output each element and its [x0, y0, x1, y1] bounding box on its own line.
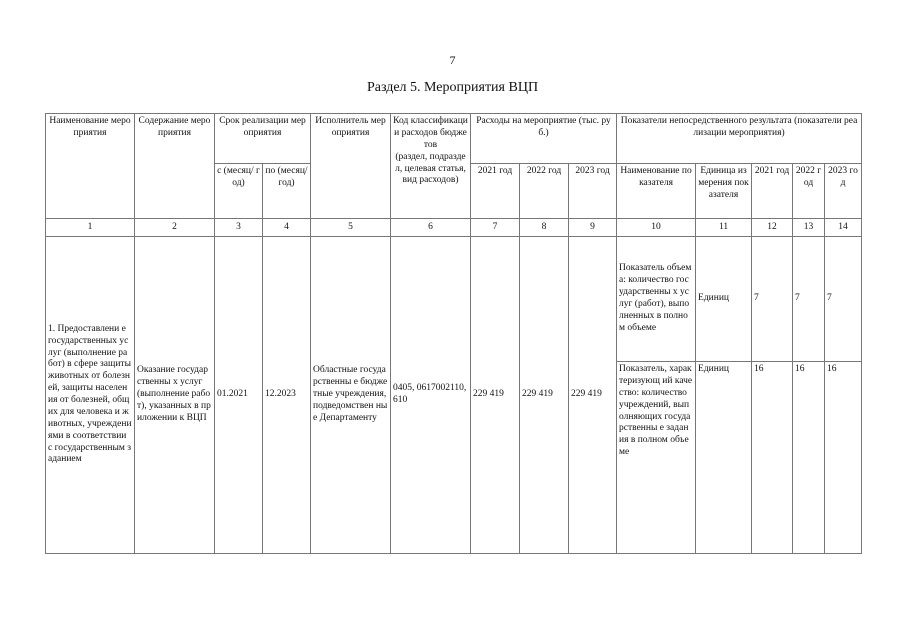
header-executor: Исполнитель мероприятия [311, 114, 391, 219]
header-term: Срок реализации мероприятия [215, 114, 311, 164]
column-number: 2 [135, 219, 215, 237]
column-number: 3 [215, 219, 263, 237]
header-ind-unit: Единица измерения показателя [696, 164, 752, 219]
indicator-2023: 16 [825, 362, 862, 554]
header-content: Содержание мероприятия [135, 114, 215, 219]
event-code: 0405, 0617002110, 610 [391, 237, 471, 554]
column-number: 6 [391, 219, 471, 237]
indicator-2021: 7 [752, 237, 793, 362]
header-ind-2023: 2023 год [825, 164, 862, 219]
header-ind-2022: 2022 год [793, 164, 825, 219]
header-from: с (месяц/ год) [215, 164, 263, 219]
header-indicators: Показатели непосредственного результата (показатели реализации мероприятия) [617, 114, 862, 164]
event-executor: Областные государственны е бюджетные учреждения, подведомствен ные Департаменту [311, 237, 391, 554]
column-number: 13 [793, 219, 825, 237]
table-row [46, 237, 862, 362]
indicator-unit: Единиц [696, 362, 752, 554]
event-from: 01.2021 [215, 237, 263, 554]
header-exp-2022: 2022 год [520, 164, 569, 219]
header-exp-2021: 2021 год [471, 164, 520, 219]
column-number: 5 [311, 219, 391, 237]
indicator-2021: 16 [752, 362, 793, 554]
event-to: 12.2023 [263, 237, 311, 554]
column-number: 1 [46, 219, 135, 237]
column-number: 14 [825, 219, 862, 237]
column-number: 7 [471, 219, 520, 237]
indicator-unit: Единиц [696, 237, 752, 362]
indicator-2022: 16 [793, 362, 825, 554]
event-content: Оказание государственны х услуг (выполнение работ), указанных в приложении к ВЦП [135, 237, 215, 554]
indicator-name: Показатель объема: количество государственны х услуг (работ), выполненных в полном объеме [617, 237, 696, 362]
column-number: 4 [263, 219, 311, 237]
header-code [391, 114, 471, 219]
column-number: 9 [569, 219, 617, 237]
indicator-name: Показатель, характеризующ ий качество: количество учреждений, выполняющих государственны е задания в полном объеме [617, 362, 696, 554]
column-number: 8 [520, 219, 569, 237]
indicator-2023: 7 [825, 237, 862, 362]
events-table [45, 113, 862, 554]
header-code-sub: (раздел, подраздел, целевая статья, вид расходов) [395, 151, 466, 186]
header-exp-2023: 2023 год [569, 164, 617, 219]
header-expenses: Расходы на мероприятие (тыс. руб.) [471, 114, 617, 164]
header-ind-2021: 2021 год [752, 164, 793, 219]
page-number: 7 [449, 53, 456, 67]
section-title: Раздел 5. Мероприятия ВЦП [366, 80, 539, 95]
header-to: по (месяц/ год) [263, 164, 311, 219]
column-number: 10 [617, 219, 696, 237]
column-number: 11 [696, 219, 752, 237]
event-name: 1. Предоставлени е государственных услуг (выполнение работ) в сфере защиты животных от болезней, защиты населения от болезней, общих для человека и животных, учреждениями в соответствии с государственным заданием [46, 237, 135, 554]
indicator-2022: 7 [793, 237, 825, 362]
header-name: Наименование мероприятия [46, 114, 135, 219]
expense-2023: 229 419 [569, 237, 617, 554]
column-number: 12 [752, 219, 793, 237]
column-number-row [46, 219, 862, 237]
header-ind-name: Наименование показателя [617, 164, 696, 219]
expense-2021: 229 419 [471, 237, 520, 554]
expense-2022: 229 419 [520, 237, 569, 554]
header-code-title: Код классификации расходов бюджетов [393, 116, 468, 150]
